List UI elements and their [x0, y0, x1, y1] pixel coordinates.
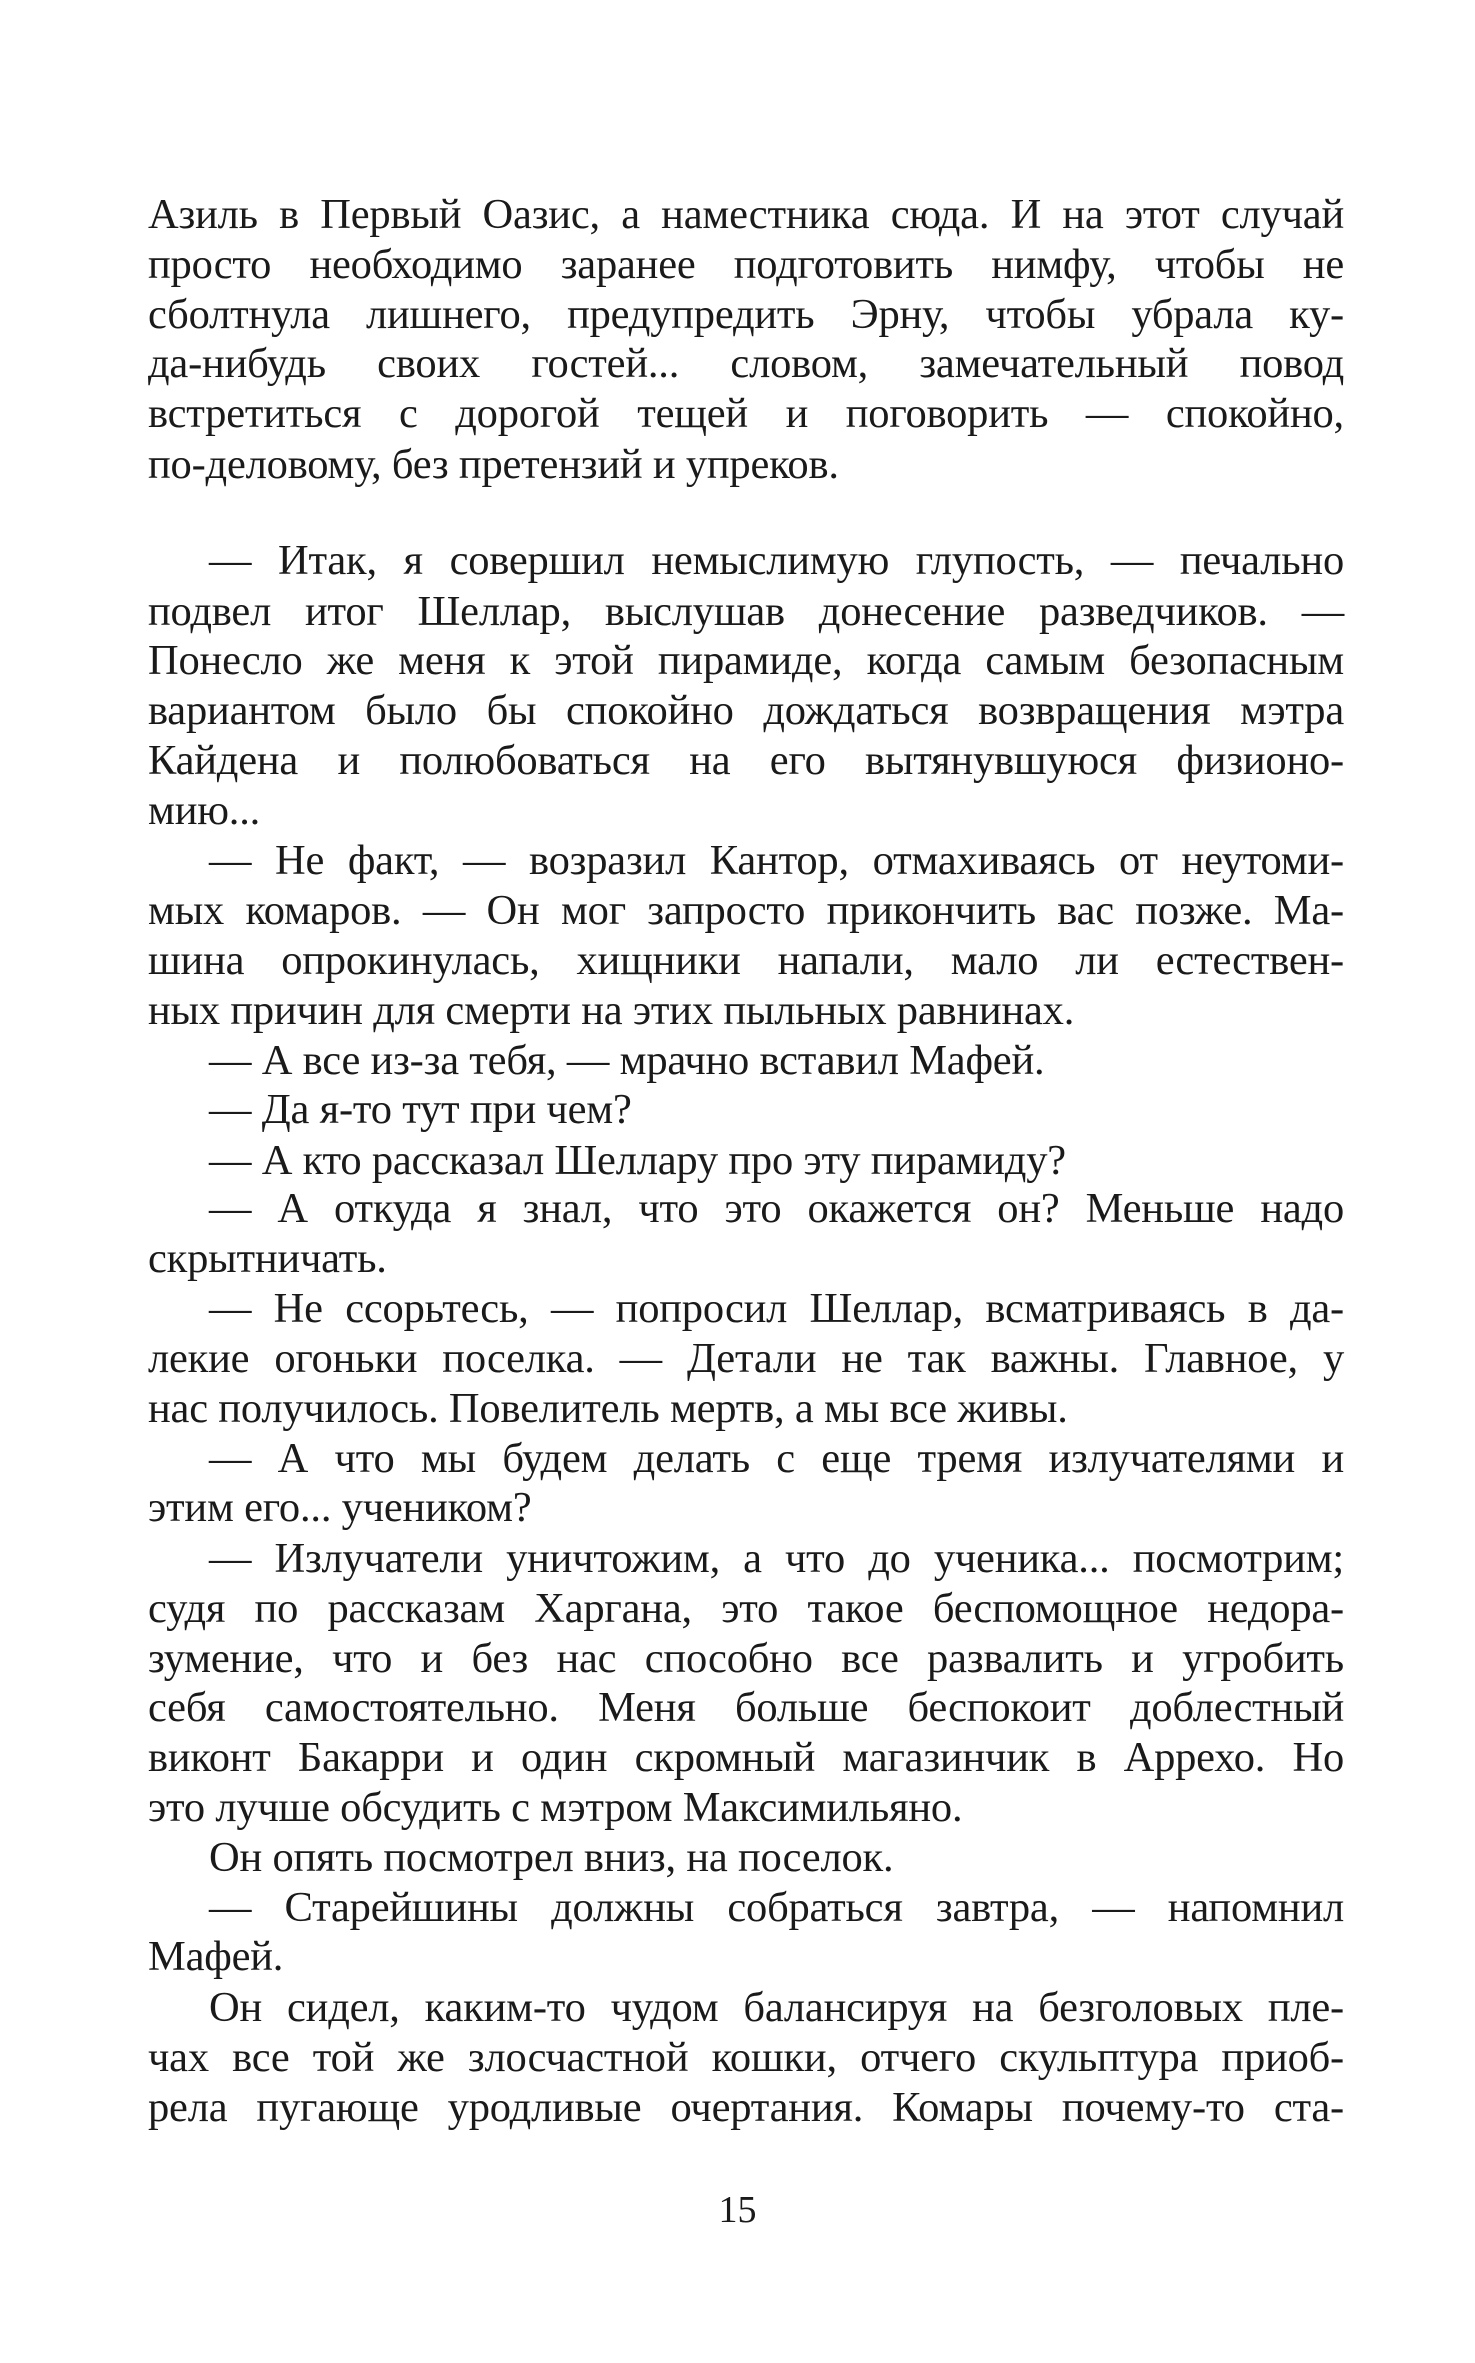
text-line: чах все той же злосчастной кошки, отчего скульптура приоб- — [148, 2034, 1344, 2081]
text-line: Понесло же меня к этой пирамиде, когда самым безопасным — [148, 637, 1344, 684]
text-line: ных причин для смерти на этих пыльных равнинах. — [148, 987, 1075, 1034]
text-line: лекие огоньки поселка. — Детали не так важны. Главное, у — [148, 1335, 1344, 1382]
text-line: — А откуда я знал, что это окажется он? Меньше надо — [209, 1185, 1344, 1232]
text-line: нас получилось. Повелитель мертв, а мы все живы. — [148, 1385, 1068, 1432]
text-line: сболтнула лишнего, предупредить Эрну, чтобы убрала ку- — [148, 291, 1344, 338]
text-line: судя по рассказам Харгана, это такое беспомощное недора- — [148, 1585, 1344, 1632]
text-line: мых комаров. — Он мог запросто прикончить вас позже. Ма- — [148, 887, 1344, 934]
text-line: Он сидел, каким-то чудом балансируя на безголовых пле- — [209, 1984, 1344, 2031]
text-line: шина опрокинулась, хищники напали, мало ли естествен- — [148, 937, 1344, 984]
text-line: вариантом было бы спокойно дождаться возвращения мэтра — [148, 687, 1344, 734]
text-line: — Излучатели уничтожим, а что до ученика... посмотрим; — [209, 1535, 1344, 1582]
text-line: рела пугающе уродливые очертания. Комары почему-то ста- — [148, 2084, 1344, 2131]
text-line: это лучше обсудить с мэтром Максимильяно. — [148, 1784, 963, 1831]
text-line: этим его... учеником? — [148, 1484, 532, 1531]
text-line: — Да я-то тут при чем? — [209, 1086, 632, 1133]
text-line: себя самостоятельно. Меня больше беспокоит доблестный — [148, 1684, 1344, 1731]
text-line: скрытничать. — [148, 1235, 387, 1282]
text-line: — А все из-за тебя, — мрачно вставил Мафей. — [209, 1037, 1045, 1084]
text-line: Он опять посмотрел вниз, на поселок. — [209, 1834, 894, 1881]
text-line: — Не факт, — возразил Кантор, отмахиваясь от неутоми- — [209, 837, 1344, 884]
text-line: виконт Бакарри и один скромный магазинчик в Аррехо. Но — [148, 1734, 1344, 1781]
text-line: — Итак, я совершил немыслимую глупость, — печально — [209, 537, 1344, 584]
text-line: да-нибудь своих гостей... словом, замечательный повод — [148, 340, 1344, 387]
text-line: по-деловому, без претензий и упреков. — [148, 441, 839, 488]
text-line: зумение, что и без нас способно все развалить и угробить — [148, 1635, 1344, 1682]
text-line: Мафей. — [148, 1933, 284, 1980]
page-number: 15 — [718, 2189, 757, 2231]
text-line: Кайдена и полюбоваться на его вытянувшуюся физионо- — [148, 737, 1344, 784]
text-line: — Не ссорьтесь, — попросил Шеллар, всматриваясь в да- — [209, 1285, 1344, 1332]
text-line: — Старейшины должны собраться завтра, — напомнил — [209, 1884, 1344, 1931]
text-line: — А кто рассказал Шеллару про эту пирамиду? — [209, 1137, 1066, 1184]
text-line: — А что мы будем делать с еще тремя излучателями и — [209, 1435, 1344, 1482]
text-line: просто необходимо заранее подготовить нимфу, чтобы не — [148, 241, 1344, 288]
text-line: подвел итог Шеллар, выслушав донесение разведчиков. — — [148, 588, 1344, 635]
text-line: Азиль в Первый Оазис, а наместника сюда. И на этот случай — [148, 191, 1344, 238]
text-line: встретиться с дорогой тещей и поговорить — спокойно, — [148, 390, 1344, 437]
text-line: мию... — [148, 787, 261, 834]
